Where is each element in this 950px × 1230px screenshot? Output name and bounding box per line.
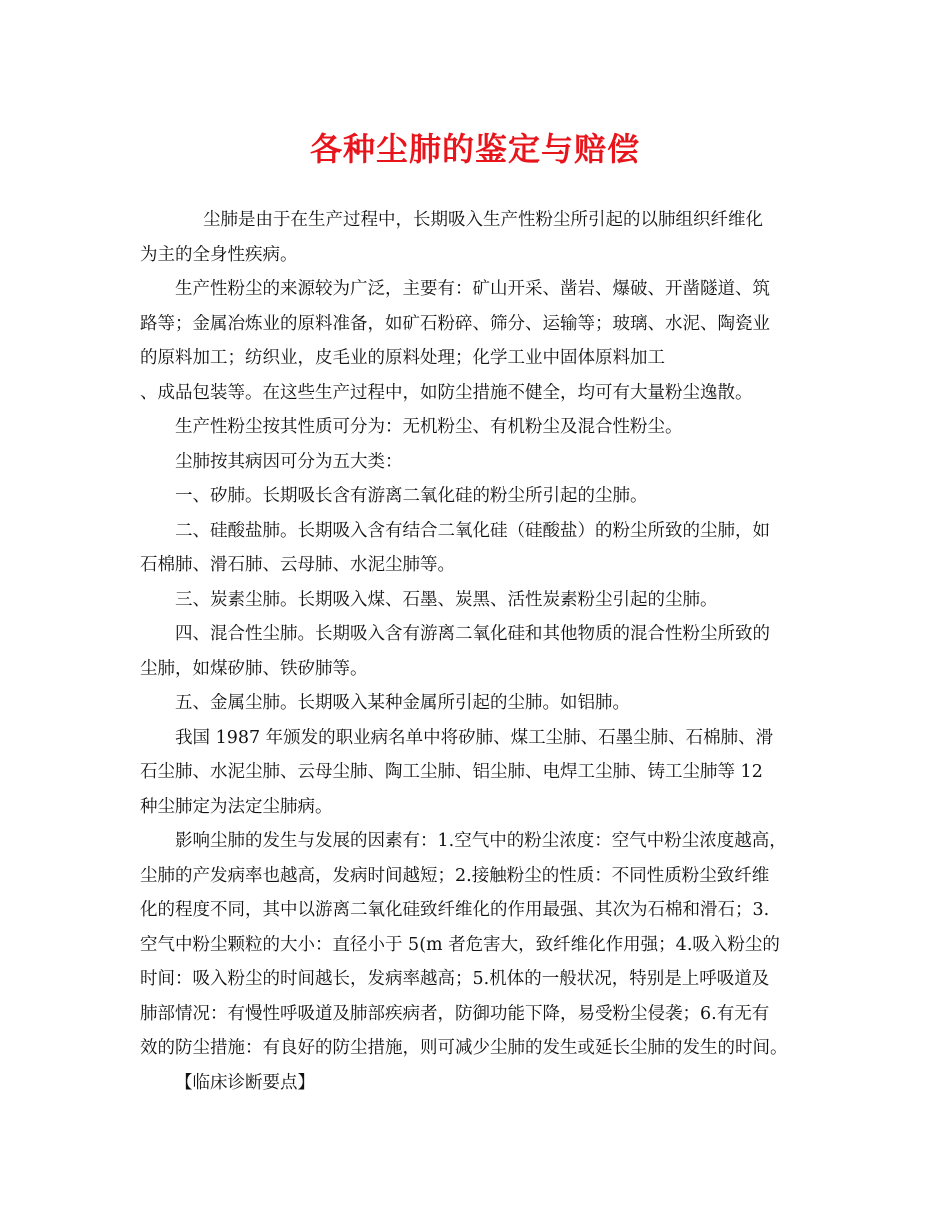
text-line: 石尘肺、水泥尘肺、云母尘肺、陶工尘肺、铝尘肺、电焊工尘肺、铸工尘肺等 12 (140, 762, 763, 782)
paragraph-definition-cont (140, 238, 830, 273)
text-line: 尘肺，如煤矽肺、铁矽肺等。 (140, 658, 368, 679)
document-body (140, 203, 830, 1100)
text-line: 尘肺的产发病率也越高，发病时间越短；2.接触粉尘的性质：不同性质粉尘致纤维 (140, 865, 770, 886)
text-line: 【临床诊断要点】 (175, 1072, 315, 1093)
paragraph-dust-sources (140, 272, 830, 307)
paragraph-dust-sources-cont (140, 307, 830, 411)
text-line: 肺部情况：有慢性呼吸道及肺部疾病者，防御功能下降，易受粉尘侵袭；6.有无有 (140, 1003, 770, 1024)
text-line: 五、金属尘肺。长期吸入某种金属所引起的尘肺。如铝肺。 (175, 693, 630, 713)
paragraph-category-2 (140, 514, 830, 549)
text-line: 空气中粉尘颗粒的大小：直径小于 5(m 者危害大，致纤维化作用强；4.吸入粉尘的 (140, 934, 780, 955)
paragraph-category-2-cont (140, 548, 830, 583)
text-line: 生产性粉尘按其性质可分为：无机粉尘、有机粉尘及混合性粉尘。 (175, 417, 683, 437)
text-line: 尘肺按其病因可分为五大类： (175, 451, 403, 472)
document-title: 各种尘肺的鉴定与赔偿 (309, 130, 640, 168)
text-line: 尘肺是由于在生产过程中，长期吸入生产性粉尘所引起的以肺组织纤维化 (203, 210, 763, 230)
text-line: 化的程度不同，其中以游离二氧化硅致纤维化的作用最强、其次为石棉和滑石；3. (140, 900, 770, 920)
paragraph-definition (140, 203, 830, 238)
text-line: 一、矽肺。长期吸长含有游离二氧化硅的粉尘所引起的尘肺。 (175, 486, 648, 506)
paragraph-category-3 (140, 583, 830, 618)
text-line: 种尘肺定为法定尘肺病。 (140, 796, 333, 817)
text-line: 四、混合性尘肺。长期吸入含有游离二氧化硅和其他物质的混合性粉尘所致的 (175, 624, 770, 644)
paragraph-category-4 (140, 617, 830, 652)
paragraph-legal-list (140, 721, 830, 756)
text-line: 路等；金属冶炼业的原料准备，如矿石粉碎、筛分、运输等；玻璃、水泥、陶瓷业 (140, 313, 770, 334)
text-line: 为主的全身性疾病。 (140, 244, 298, 265)
text-line: 我国 1987 年颁发的职业病名单中将矽肺、煤工尘肺、石墨尘肺、石棉肺、滑 (175, 727, 774, 748)
text-line: 生产性粉尘的来源较为广泛，主要有：矿山开采、凿岩、爆破、开凿隧道、筑 (175, 279, 770, 299)
text-line: 影响尘肺的发生与发展的因素有：1.空气中的粉尘浓度：空气中粉尘浓度越高， (175, 831, 787, 851)
paragraph-factors-cont (140, 859, 830, 1066)
text-line: 的原料加工；纺织业，皮毛业的原料处理；化学工业中固体原料加工 (140, 348, 665, 368)
text-line: 时间：吸入粉尘的时间越长，发病率越高；5.机体的一般状况，特别是上呼吸道及 (140, 969, 770, 989)
paragraph-factors (140, 824, 830, 859)
text-line: 、成品包装等。在这些生产过程中，如防尘措施不健全，均可有大量粉尘逸散。 (140, 382, 753, 403)
paragraph-legal-list-cont (140, 755, 830, 824)
text-line: 二、硅酸盐肺。长期吸入含有结合二氧化硅（硅酸盐）的粉尘所致的尘肺，如 (175, 520, 770, 541)
paragraph-category-4-cont (140, 652, 830, 687)
paragraph-categories-intro (140, 445, 830, 480)
text-line: 效的防尘措施：有良好的防尘措施，则可减少尘肺的发生或延长尘肺的发生的时间。 (140, 1038, 788, 1058)
text-line: 三、炭素尘肺。长期吸入煤、石墨、炭黑、活性炭素粉尘引起的尘肺。 (175, 589, 718, 610)
paragraph-category-1 (140, 479, 830, 514)
paragraph-category-5 (140, 686, 830, 721)
paragraph-dust-types (140, 410, 830, 445)
section-heading-clinical-diagnosis (140, 1066, 830, 1101)
text-line: 石棉肺、滑石肺、云母肺、水泥尘肺等。 (140, 555, 455, 575)
